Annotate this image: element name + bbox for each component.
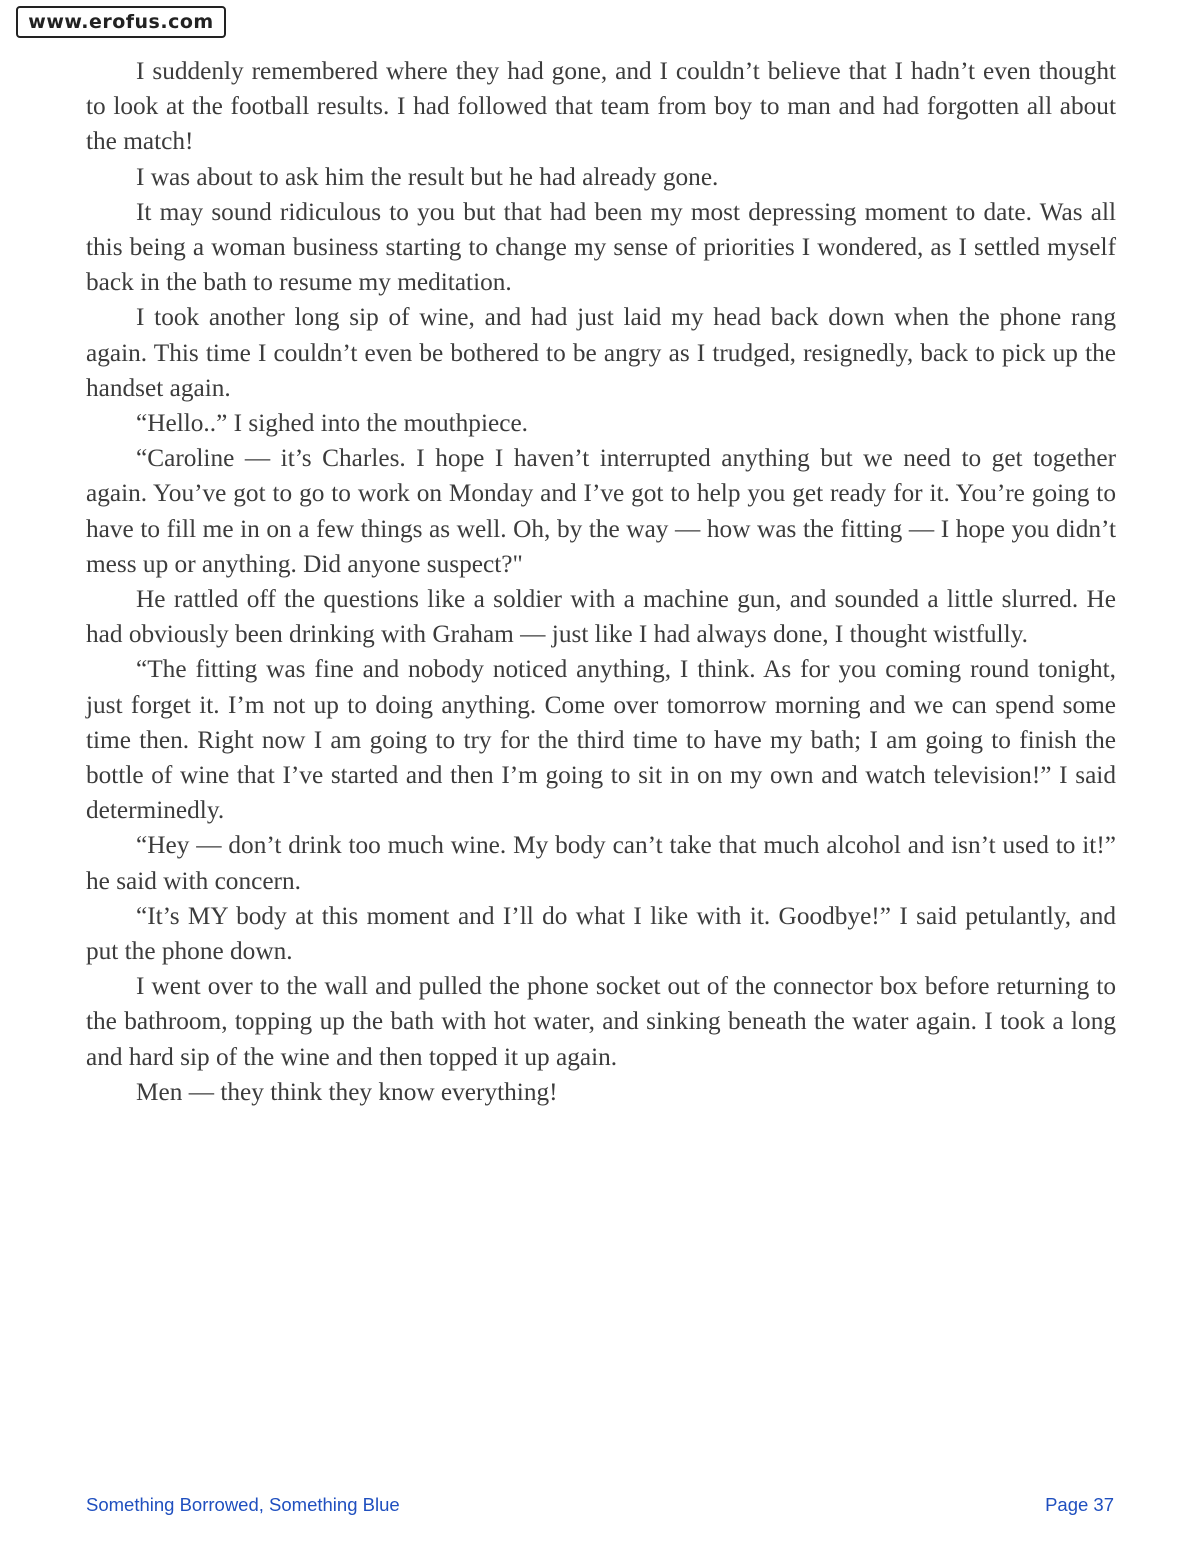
paragraph: “Caroline — it’s Charles. I hope I haven’t interrupted anything but we need to get together again. You’ve got to go to work on Monday and I’ve got to help you get ready for it. You’re going to have to fill me in on a few things as well. Oh, by the way — how was the fitting — I hope you didn’t mess up or anything. Did anyone suspect?" (86, 444, 1116, 578)
paragraph: “Hello..” I sighed into the mouthpiece. (136, 409, 528, 438)
watermark-logo: www.erofus.com (16, 6, 226, 38)
page-body (86, 54, 1116, 1110)
paragraph: “The fitting was fine and nobody noticed anything, I think. As for you coming round tonight, just forget it. I’m not up to doing anything. Come over tomorrow morning and we can spend some time then. Right now I am going to try for the third time to have my bath; I am going to finish the bottle of wine that I’ve started and then I’m going to sit in on my own and watch television!” I said determinedly. (86, 655, 1116, 825)
paragraph: “It’s MY body at this moment and I’ll do what I like with it. Goodbye!” I said petulantly, and put the phone down. (86, 901, 1116, 966)
paragraph: It may sound ridiculous to you but that had been my most depressing moment to date. Was all this being a woman business starting to change my sense of priorities I wondered, as I settled myself back in the bath to resume my meditation. (86, 197, 1116, 297)
paragraph: I went over to the wall and pulled the phone socket out of the connector box before returning to the bathroom, topping up the bath with hot water, and sinking beneath the water again. I took a long and hard sip of the wine and then topped it up again. (86, 972, 1116, 1071)
paragraph: I was about to ask him the result but he had already gone. (136, 162, 719, 191)
footer-page-number: Page 37 (1045, 1494, 1114, 1515)
paragraph: Men — they think they know everything! (136, 1077, 558, 1106)
paragraph: I suddenly remembered where they had gone, and I couldn’t believe that I hadn’t even thought to look at the football results. I had followed that team from boy to man and had forgotten all about the match! (86, 57, 1116, 156)
footer-book-title: Something Borrowed, Something Blue (86, 1494, 400, 1515)
paragraph: He rattled off the questions like a soldier with a machine gun, and sounded a little slurred. He had obviously been drinking with Graham — just like I had always done, I thought wistfully. (86, 585, 1116, 649)
paragraph: I took another long sip of wine, and had just laid my head back down when the phone rang again. This time I couldn’t even be bothered to be angry as I trudged, resignedly, back to pick up the handset again. (86, 303, 1116, 402)
paragraph: “Hey — don’t drink too much wine. My body can’t take that much alcohol and isn’t used to it!” he said with concern. (86, 831, 1116, 895)
